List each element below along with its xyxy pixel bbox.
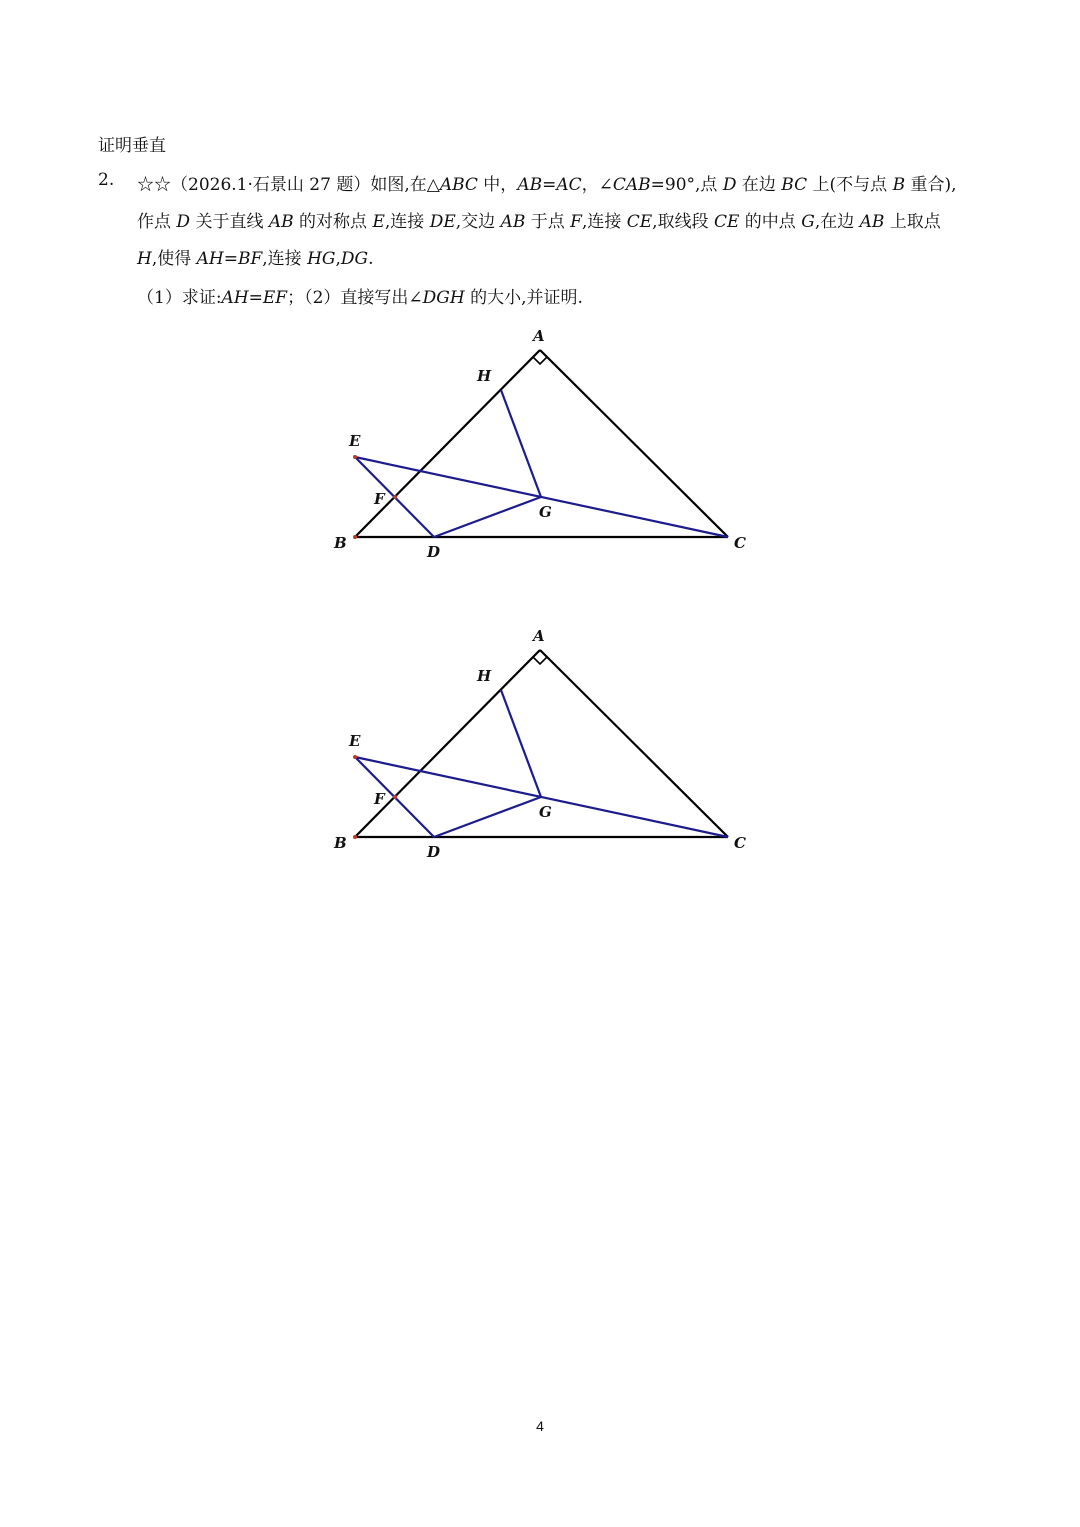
problem-number: 2. bbox=[98, 170, 115, 190]
math-var: G bbox=[801, 212, 815, 232]
text: 的大小,并证明. bbox=[464, 288, 583, 308]
math-expr: AH=EF bbox=[221, 288, 288, 308]
text: 的中点 bbox=[739, 212, 802, 232]
text: 的对称点 bbox=[293, 212, 373, 232]
text: ,连接 bbox=[581, 212, 627, 232]
problem-text-line-2 bbox=[137, 207, 941, 232]
label-e: E bbox=[349, 432, 361, 450]
text: , bbox=[335, 249, 341, 269]
segment-ec bbox=[355, 757, 728, 837]
text: （1）求证: bbox=[137, 288, 222, 308]
geometry-figure-2 bbox=[320, 622, 760, 862]
label-h: H bbox=[477, 667, 492, 685]
label-a: A bbox=[533, 627, 545, 645]
point-b bbox=[353, 535, 357, 539]
right-angle-mark bbox=[533, 357, 547, 364]
text: ,取线段 bbox=[652, 212, 714, 232]
label-a: A bbox=[533, 327, 545, 345]
segment-hg bbox=[501, 690, 541, 797]
label-d: D bbox=[427, 543, 441, 561]
math-var: D bbox=[176, 212, 191, 232]
math-var: BC bbox=[781, 175, 808, 195]
text: 关于直线 bbox=[190, 212, 269, 232]
point-f bbox=[393, 495, 397, 499]
math-var: B bbox=[892, 175, 906, 195]
label-h: H bbox=[477, 367, 492, 385]
problem-source: （2026.1·石景山 27 题） bbox=[171, 175, 371, 195]
text: ,连接 bbox=[384, 212, 430, 232]
text: 作点 bbox=[137, 212, 177, 232]
math-var: DGH bbox=[422, 288, 465, 308]
math-var: CAB bbox=[612, 175, 651, 195]
label-b: B bbox=[334, 534, 347, 552]
math-expr: AH=BF bbox=[196, 249, 263, 269]
math-var: HG bbox=[307, 249, 336, 269]
problem-text-line-3 bbox=[137, 244, 374, 269]
math-var: CE bbox=[713, 212, 740, 232]
text: ,在边 bbox=[814, 212, 860, 232]
segment-ec bbox=[355, 457, 728, 537]
segment-dg bbox=[434, 797, 541, 837]
text: 如图,在△ bbox=[370, 175, 440, 195]
math-var: H bbox=[137, 249, 152, 269]
segment-hg bbox=[501, 390, 541, 497]
math-var: AB bbox=[268, 212, 294, 232]
segment-ab bbox=[355, 350, 540, 537]
text: . bbox=[368, 249, 374, 269]
text: =90°,点 bbox=[650, 175, 723, 195]
text: ,使得 bbox=[151, 249, 197, 269]
section-title: 证明垂直 bbox=[98, 136, 166, 156]
label-f: F bbox=[374, 490, 385, 508]
point-e bbox=[353, 455, 357, 459]
text: 上(不与点 bbox=[807, 175, 893, 195]
geometry-figure-1 bbox=[320, 322, 760, 562]
math-var: CE bbox=[626, 212, 653, 232]
math-var: F bbox=[570, 212, 582, 232]
math-var: AB bbox=[500, 212, 526, 232]
problem-text-line-1 bbox=[137, 170, 957, 195]
label-d: D bbox=[427, 843, 441, 861]
right-angle-mark bbox=[533, 657, 547, 664]
label-b: B bbox=[334, 834, 347, 852]
text: 上取点 bbox=[884, 212, 941, 232]
math-var: DG bbox=[340, 249, 369, 269]
math-var: ABC bbox=[439, 175, 478, 195]
text: 于点 bbox=[525, 212, 571, 232]
difficulty-stars: ☆☆ bbox=[137, 175, 171, 195]
text: ；（2）直接写出∠ bbox=[287, 288, 423, 308]
label-f: F bbox=[374, 790, 385, 808]
page-number: 4 bbox=[536, 1418, 544, 1434]
math-var: DE bbox=[429, 212, 456, 232]
point-e bbox=[353, 755, 357, 759]
label-c: C bbox=[734, 834, 746, 852]
text: ,连接 bbox=[262, 249, 308, 269]
text: 中， bbox=[477, 175, 518, 195]
text: ,交边 bbox=[455, 212, 501, 232]
math-var: AB bbox=[859, 212, 885, 232]
point-b bbox=[353, 835, 357, 839]
segment-dg bbox=[434, 497, 541, 537]
segment-ac bbox=[540, 650, 728, 837]
label-g: G bbox=[539, 803, 552, 821]
label-e: E bbox=[349, 732, 361, 750]
math-var: D bbox=[722, 175, 737, 195]
label-g: G bbox=[539, 503, 552, 521]
problem-questions bbox=[137, 283, 583, 308]
text: 重合), bbox=[905, 175, 957, 195]
point-f bbox=[393, 795, 397, 799]
text: 在边 bbox=[736, 175, 782, 195]
math-var: E bbox=[372, 212, 385, 232]
segment-ab bbox=[355, 650, 540, 837]
math-expr: AB=AC bbox=[517, 175, 582, 195]
segment-ac bbox=[540, 350, 728, 537]
label-c: C bbox=[734, 534, 746, 552]
text: ，∠ bbox=[581, 175, 613, 195]
